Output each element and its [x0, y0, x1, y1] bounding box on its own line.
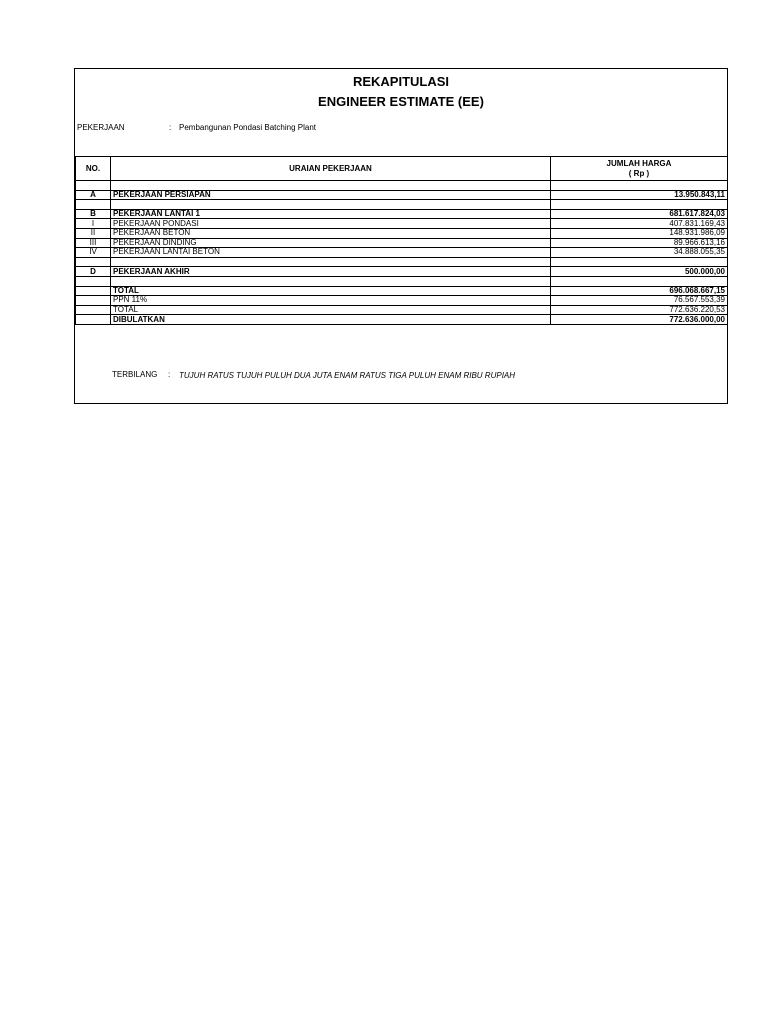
row-no: III [76, 238, 111, 248]
row-amount: 407.831.169,43 [551, 219, 728, 229]
table-header-row [76, 157, 728, 181]
row-description: TOTAL [111, 286, 551, 296]
row-amount [551, 276, 728, 286]
row-no [76, 276, 111, 286]
row-description: TOTAL [111, 305, 551, 315]
row-description: PEKERJAAN BETON [111, 228, 551, 238]
estimate-sheet [74, 68, 728, 404]
project-name: Pembangunan Pondasi Batching Plant [179, 123, 316, 132]
row-description: PEKERJAAN PERSIAPAN [111, 190, 551, 200]
row-no: A [76, 190, 111, 200]
table-row [76, 305, 728, 315]
row-description: DIBULATKAN [111, 315, 551, 325]
table-row [76, 296, 728, 306]
row-no [76, 296, 111, 306]
row-amount: 89.966.613,16 [551, 238, 728, 248]
table-row [76, 286, 728, 296]
header-amount [551, 157, 728, 181]
table-row [76, 238, 728, 248]
row-description [111, 276, 551, 286]
table-row [76, 190, 728, 200]
row-amount: 500.000,00 [551, 267, 728, 277]
row-amount: 681.617.824,03 [551, 209, 728, 219]
terbilang-colon: : [168, 370, 171, 379]
row-no: IV [76, 248, 111, 258]
table-row [76, 257, 728, 267]
table-row [76, 219, 728, 229]
row-description: PEKERJAAN DINDING [111, 238, 551, 248]
row-description: PEKERJAAN AKHIR [111, 267, 551, 277]
row-amount [551, 181, 728, 191]
row-description: PEKERJAAN LANTAI 1 [111, 209, 551, 219]
table-row [76, 315, 728, 325]
row-no: I [76, 219, 111, 229]
row-amount [551, 200, 728, 210]
row-no: B [76, 209, 111, 219]
row-description [111, 181, 551, 191]
terbilang-text: TUJUH RATUS TUJUH PULUH DUA JUTA ENAM RATUS TIGA PULUH ENAM RIBU RUPIAH [179, 371, 516, 380]
row-no: II [76, 228, 111, 238]
row-amount: 13.950.843,11 [551, 190, 728, 200]
row-amount: 696.068.667,15 [551, 286, 728, 296]
row-no [76, 257, 111, 267]
row-description [111, 200, 551, 210]
row-no: D [76, 267, 111, 277]
header-amount-line2: ( Rp ) [628, 168, 650, 178]
header-description: URAIAN PEKERJAAN [111, 157, 551, 181]
row-description: PEKERJAAN PONDASI [111, 219, 551, 229]
row-description [111, 257, 551, 267]
document-subtitle: ENGINEER ESTIMATE (EE) [318, 94, 484, 109]
header-no: NO. [76, 157, 111, 181]
row-no [76, 305, 111, 315]
table-row [76, 200, 728, 210]
header-amount-line1: JUMLAH HARGA [606, 158, 672, 168]
project-label: PEKERJAAN [77, 123, 125, 132]
row-no [76, 286, 111, 296]
table-row [76, 267, 728, 277]
row-amount: 772.636.220,53 [551, 305, 728, 315]
table-row [76, 276, 728, 286]
row-description: PEKERJAAN LANTAI BETON [111, 248, 551, 258]
row-amount: 76.567.553,39 [551, 296, 728, 306]
project-colon: : [169, 123, 172, 132]
table-row [76, 248, 728, 258]
row-amount [551, 257, 728, 267]
row-amount: 148.931.986,09 [551, 228, 728, 238]
table-row [76, 228, 728, 238]
terbilang-label: TERBILANG [112, 370, 158, 379]
table-row [76, 209, 728, 219]
row-amount: 772.636.000,00 [551, 315, 728, 325]
row-description: PPN 11% [111, 296, 551, 306]
row-amount: 34.888.055,35 [551, 248, 728, 258]
row-no [76, 200, 111, 210]
table-row [76, 181, 728, 191]
row-no [76, 315, 111, 325]
document-title: REKAPITULASI [352, 74, 450, 89]
recap-table [75, 156, 728, 325]
row-no [76, 181, 111, 191]
